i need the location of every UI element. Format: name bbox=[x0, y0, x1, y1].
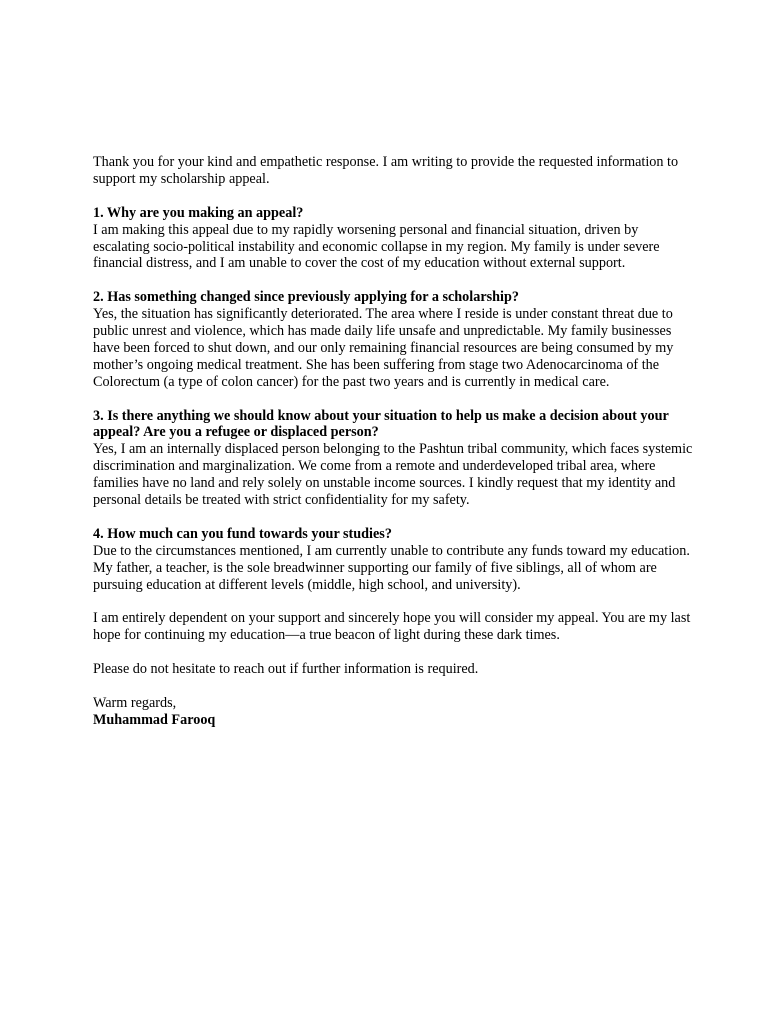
section-heading: 3. Is there anything we should know about your situation to help us make a decision about your appeal? Are you a refugee or displaced person? bbox=[93, 407, 669, 441]
section-body: Yes, I am an internally displaced person belonging to the Pashtun tribal community, which faces systemic discrimination and marginalization. We come from a remote and underdeveloped tribal area, where families have no land and rely solely on unstable income sources. I kindly request that my identity and personal details be treated with strict confidentiality for my safety. bbox=[93, 441, 693, 509]
section-heading: 4. How much can you fund towards your studies? bbox=[93, 525, 392, 542]
letter-body bbox=[93, 154, 693, 729]
section-body: Yes, the situation has significantly deteriorated. The area where I reside is under constant threat due to public unrest and violence, which has made daily life unsafe and unpredictable. My family businesses have been forced to shut down, and our only remaining financial resources are being consumed by my mother’s ongoing medical treatment. She has been suffering from stage two Adenocarcinoma of the Colorectum (a type of colon cancer) for the past two years and is currently in medical care. bbox=[93, 306, 674, 390]
dependence-paragraph: I am entirely dependent on your support and sincerely hope you will consider my appeal. You are my last hope for continuing my education—a true beacon of light during these dark times. bbox=[93, 610, 691, 644]
section-why-appeal bbox=[93, 205, 693, 273]
section-what-changed bbox=[93, 289, 693, 390]
section-situation bbox=[93, 408, 693, 509]
intro-paragraph: Thank you for your kind and empathetic response. I am writing to provide the requested information to support my scholarship appeal. bbox=[93, 154, 679, 187]
followup-paragraph: Please do not hesitate to reach out if further information is required. bbox=[93, 661, 479, 678]
closing-salutation: Warm regards, bbox=[93, 694, 177, 711]
section-body: I am making this appeal due to my rapidly worsening personal and financial situation, driven by escalating socio-political instability and economic collapse in my region. My family is under severe financial distress, and I am unable to cover the cost of my education without external support. bbox=[93, 221, 660, 272]
section-funding bbox=[93, 526, 693, 594]
section-heading: 2. Has something changed since previously applying for a scholarship? bbox=[93, 289, 519, 306]
section-body: Due to the circumstances mentioned, I am currently unable to contribute any funds toward my education. My father, a teacher, is the sole breadwinner supporting our family of five siblings, all of whom are pursuing education at different levels (middle, high school, and university). bbox=[93, 542, 690, 593]
section-heading: 1. Why are you making an appeal? bbox=[93, 204, 304, 221]
signature-name: Muhammad Farooq bbox=[93, 711, 216, 728]
